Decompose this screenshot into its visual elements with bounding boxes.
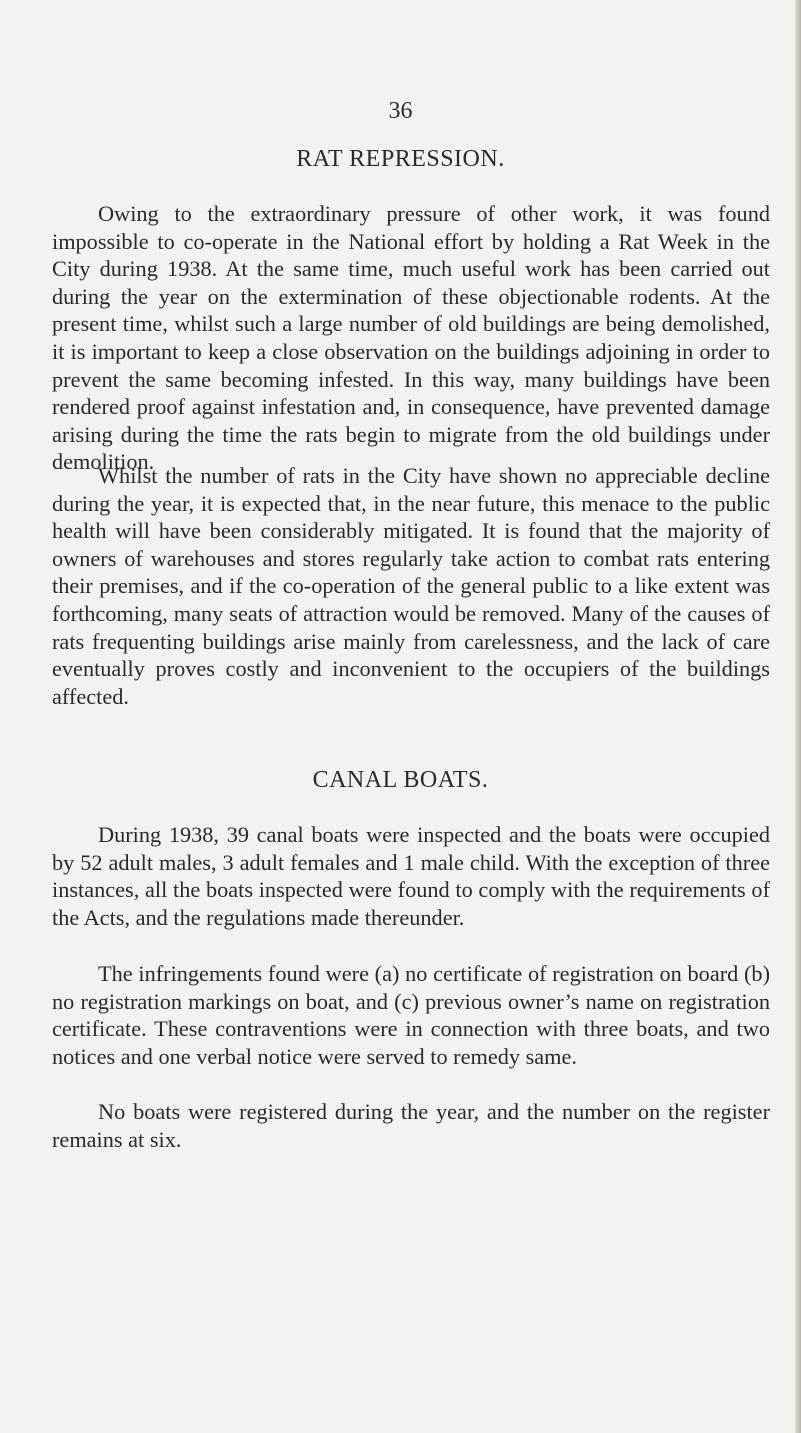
heading-rat-repression: RAT REPRESSION. [296,146,505,172]
heading-canal-boats: CANAL BOATS. [312,767,489,793]
paragraph: The infringements found were (a) no certificate of registration on board (b) no registration markings on boat, and (c) previous owner’s name on registration certificate. These contraventions were in connection with three boats, and two notices and one verbal notice were served to remedy same. [52,961,770,1069]
page-edge [795,0,801,1433]
paragraph: During 1938, 39 canal boats were inspected and the boats were occupied by 52 adult males, 3 adult females and 1 male child. With the exception of three instances, all the boats inspected were found to comply with the requirements of the Acts, and the regulations made thereunder. [52,822,770,930]
page-number: 36 [388,98,413,124]
paragraph: No boats were registered during the year, and the number on the register remains at six. [52,1099,770,1152]
paragraph: Whilst the number of rats in the City have shown no appreciable decline during the year, it is expected that, in the near future, this menace to the public health will have been considerably mitigated. It is found that the majority of owners of warehouses and stores regularly take action to combat rats entering their premises, and if the co-operation of the general public to a like extent was forthcoming, many seats of attraction would be removed. Many of the causes of rats frequenting buildings arise mainly from carelessness, and the lack of care eventually proves costly and inconvenient to the occupiers of the buildings affected. [52,463,770,709]
paragraph: Owing to the extraordinary pressure of other work, it was found impossible to co-operate in the National effort by holding a Rat Week in the City during 1938. At the same time, much useful work has been carried out during the year on the extermination of these objectionable rodents. At the present time, whilst such a large number of old buildings are being demolished, it is important to keep a close observation on the buildings adjoining in order to prevent the same becoming infested. In this way, many buildings have been rendered proof against infestation and, in consequence, have prevented damage arising during the time the rats begin to migrate from the old buildings under demolition. [52,201,770,475]
